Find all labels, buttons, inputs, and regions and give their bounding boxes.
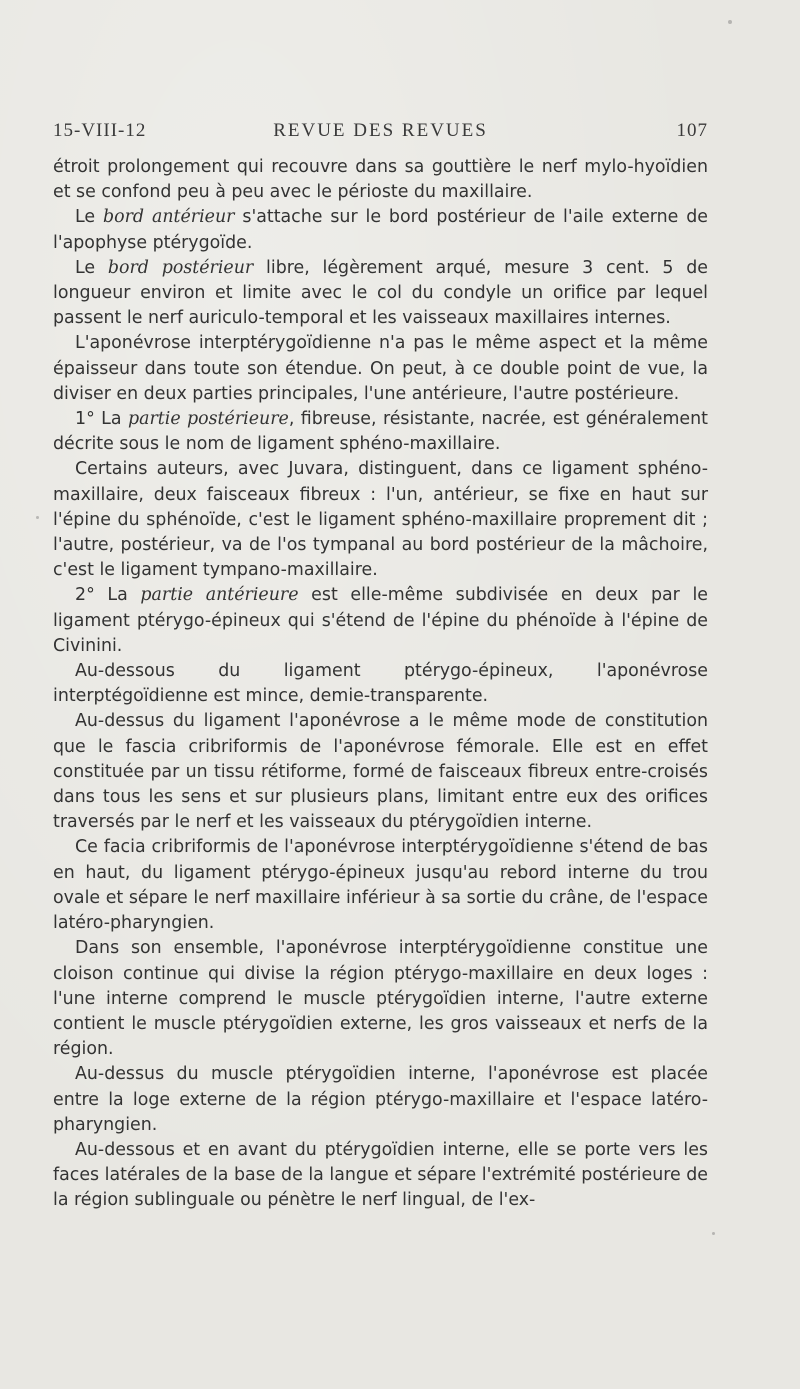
- paragraph: [53, 256, 708, 332]
- paragraph: [53, 331, 708, 407]
- text-run: s'attache sur le bord postérieur de l'aile externe de l'apophyse ptérygoïde.: [53, 207, 708, 253]
- text-run: L'aponévrose interptérygoïdienne n'a pas le même aspect et la même épaisseur dans toute son étendue. On peut, à ce double point de vue, la diviser en deux parties principales, l'une antérieure, l'autre postérieure.: [53, 333, 708, 404]
- italic-term: partie postérieure: [127, 409, 289, 430]
- text-run: Au-dessous du ligament ptérygo-épineux, l'aponévrose interptégoïdienne est mince, demie-transparente.: [53, 661, 708, 707]
- paper-speck: [728, 20, 732, 24]
- text-run: Certains auteurs, avec Juvara, distinguent, dans ce ligament sphéno-maxillaire, deux faisceaux fibreux : l'un, antérieur, se fixe en haut sur l'épine du sphénoïde, c'est le ligament sphéno-maxillaire proprement dit ; l'autre, postérieur, va de l'os tympanal au bord postérieur de la mâchoire, c'est le ligament tympano-maxillaire.: [53, 459, 708, 581]
- paragraph: [53, 709, 708, 835]
- text-run: libre, légèrement arqué, mesure 3 cent. 5 de longueur environ et limite avec le col du condyle un orifice par lequel passent le nerf auriculo-temporal et les vaisseaux maxillaires internes.: [53, 257, 708, 329]
- paragraph: [53, 835, 708, 936]
- text-run: est elle-même subdivisée en deux par le ligament ptérygo-épineux qui s'étend de l'épine du phénoïde à l'épine de Civinini.: [53, 585, 708, 656]
- text-run: Au-dessus du muscle ptérygoïdien interne, l'aponévrose est placée entre la loge externe de la région ptérygo-maxillaire et l'espace latéro-pharyngien.: [53, 1064, 708, 1135]
- paragraph: [53, 457, 708, 583]
- text-run: Au-dessous et en avant du ptérygoïdien interne, elle se porte vers les faces latérales de la base de la langue et sépare l'extrémité postérieure de la région sublinguale ou pénètre le nerf lingual, de l'ex-: [53, 1139, 708, 1211]
- text-run: étroit prolongement qui recouvre dans sa gouttière le nerf mylo-hyoïdien et se confond peu à peu avec le périoste du maxillaire.: [53, 157, 708, 203]
- paragraph: [53, 155, 708, 205]
- text-run: Au-dessus du ligament l'aponévrose a le même mode de constitution que le fascia cribriformis de l'aponévrose fémorale. Elle est en effet constituée par un tissu rétiforme, formé de faisceaux fibreux entre-croisés dans tous les sens et sur plusieurs plans, limitant entre eux des orifices traversés par le nerf et les vaisseaux du ptérygoïdien interne.: [53, 711, 708, 833]
- italic-term: bord antérieur: [103, 207, 235, 228]
- text-run: , fibreuse, résistante, nacrée, est généralement décrite sous le nom de ligament sphéno-maxillaire.: [53, 409, 708, 455]
- text-run: Dans son ensemble, l'aponévrose interptérygoïdienne constitue une cloison continue qui divise la région ptérygo-maxillaire en deux loges : l'une interne comprend le muscle ptérygoïdien interne, l'autre externe contient le muscle ptérygoïdien externe, les gros vaisseaux et nerfs de la région.: [53, 938, 708, 1060]
- journal-title: REVUE DES REVUES: [273, 120, 488, 141]
- paragraph: [53, 205, 708, 255]
- page-number: 107: [676, 120, 708, 141]
- running-head: [53, 120, 708, 148]
- paragraph: [53, 659, 708, 709]
- text-run: Le: [75, 257, 108, 278]
- paragraph: [53, 1062, 708, 1138]
- paragraph: [53, 583, 708, 659]
- paragraph: [53, 936, 708, 1062]
- text-run: Ce facia cribriformis de l'aponévrose interptérygoïdienne s'étend de bas en haut, du ligament ptérygo-épineux jusqu'au rebord interne du trou ovale et sépare le nerf maxillaire inférieur à sa sortie du crâne, de l'espace latéro-pharyngien.: [53, 837, 708, 934]
- italic-term: partie antérieure: [140, 585, 299, 606]
- italic-term: bord postérieur: [107, 257, 254, 278]
- text-run: Le: [75, 207, 103, 228]
- text-run: 1° La: [75, 409, 128, 430]
- issue-date: 15-VIII-12: [53, 120, 147, 141]
- paragraph: [53, 1138, 708, 1214]
- paper-speck: [712, 1232, 715, 1235]
- paragraph: [53, 407, 708, 457]
- body-text: [53, 155, 708, 1214]
- paper-speck: [36, 516, 39, 519]
- text-run: 2° La: [75, 585, 141, 606]
